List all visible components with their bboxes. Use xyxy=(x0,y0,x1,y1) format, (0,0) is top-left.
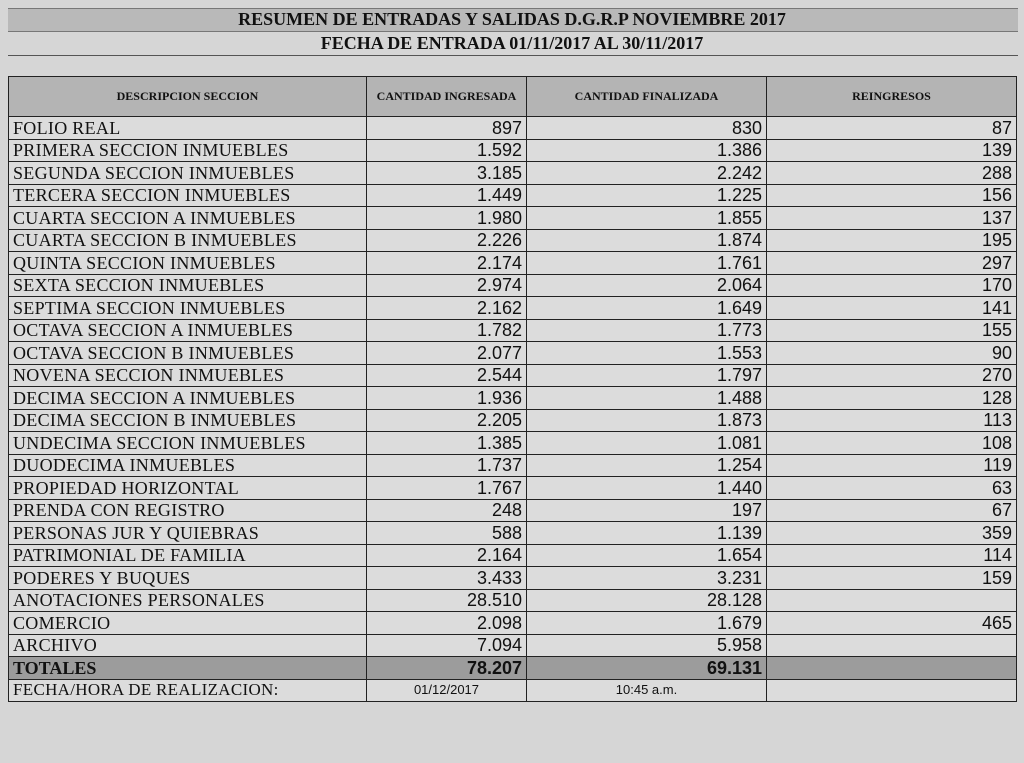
row-cantidad-ingresada: 1.980 xyxy=(367,207,527,230)
row-cantidad-ingresada: 2.162 xyxy=(367,297,527,320)
row-reingresos: 67 xyxy=(767,499,1017,522)
row-cantidad-finalizada: 1.855 xyxy=(527,207,767,230)
row-description: ANOTACIONES PERSONALES xyxy=(9,589,367,612)
row-cantidad-ingresada: 897 xyxy=(367,117,527,140)
totals-label: TOTALES xyxy=(9,657,367,680)
row-reingresos xyxy=(767,634,1017,657)
row-cantidad-finalizada: 1.773 xyxy=(527,319,767,342)
row-reingresos: 359 xyxy=(767,522,1017,545)
row-reingresos: 288 xyxy=(767,162,1017,185)
row-cantidad-finalizada: 5.958 xyxy=(527,634,767,657)
totals-ingresada: 78.207 xyxy=(367,657,527,680)
footer-hora: 10:45 a.m. xyxy=(527,679,767,702)
table-row xyxy=(9,364,1017,387)
row-cantidad-finalizada: 1.488 xyxy=(527,387,767,410)
report-title: RESUMEN DE ENTRADAS Y SALIDAS D.G.R.P NOVIEMBRE 2017 xyxy=(238,9,786,29)
report-subtitle: FECHA DE ENTRADA 01/11/2017 AL 30/11/2017 xyxy=(320,33,704,53)
table-header-row xyxy=(9,77,1017,117)
divider xyxy=(8,55,1018,56)
row-reingresos: 119 xyxy=(767,454,1017,477)
row-cantidad-ingresada: 2.544 xyxy=(367,364,527,387)
row-cantidad-finalizada: 1.654 xyxy=(527,544,767,567)
row-reingresos: 465 xyxy=(767,612,1017,635)
totals-row xyxy=(9,657,1017,680)
table-row xyxy=(9,139,1017,162)
row-description: PRENDA CON REGISTRO xyxy=(9,499,367,522)
row-description: PATRIMONIAL DE FAMILIA xyxy=(9,544,367,567)
summary-table xyxy=(8,76,1017,702)
table-row xyxy=(9,229,1017,252)
row-description: UNDECIMA SECCION INMUEBLES xyxy=(9,432,367,455)
row-cantidad-ingresada: 7.094 xyxy=(367,634,527,657)
row-reingresos: 87 xyxy=(767,117,1017,140)
row-cantidad-ingresada: 2.164 xyxy=(367,544,527,567)
table-row xyxy=(9,567,1017,590)
table-row xyxy=(9,634,1017,657)
row-reingresos: 63 xyxy=(767,477,1017,500)
row-description: ARCHIVO xyxy=(9,634,367,657)
row-description: DUODECIMA INMUEBLES xyxy=(9,454,367,477)
table-row xyxy=(9,477,1017,500)
row-cantidad-finalizada: 28.128 xyxy=(527,589,767,612)
row-cantidad-finalizada: 1.225 xyxy=(527,184,767,207)
table-row xyxy=(9,454,1017,477)
row-cantidad-ingresada: 1.767 xyxy=(367,477,527,500)
column-header-finalizada: CANTIDAD FINALIZADA xyxy=(527,77,767,117)
table-row xyxy=(9,297,1017,320)
row-cantidad-ingresada: 1.782 xyxy=(367,319,527,342)
row-cantidad-finalizada: 2.064 xyxy=(527,274,767,297)
table-row xyxy=(9,544,1017,567)
row-description: COMERCIO xyxy=(9,612,367,635)
row-cantidad-ingresada: 2.226 xyxy=(367,229,527,252)
row-description: PERSONAS JUR Y QUIEBRAS xyxy=(9,522,367,545)
table-row xyxy=(9,207,1017,230)
row-cantidad-ingresada: 28.510 xyxy=(367,589,527,612)
table-row xyxy=(9,499,1017,522)
table-row xyxy=(9,522,1017,545)
row-reingresos: 170 xyxy=(767,274,1017,297)
table-row xyxy=(9,432,1017,455)
row-cantidad-ingresada: 2.098 xyxy=(367,612,527,635)
row-reingresos: 137 xyxy=(767,207,1017,230)
row-reingresos: 159 xyxy=(767,567,1017,590)
row-cantidad-finalizada: 1.873 xyxy=(527,409,767,432)
footer-empty xyxy=(767,679,1017,702)
row-description: DECIMA SECCION B INMUEBLES xyxy=(9,409,367,432)
table-body xyxy=(9,117,1017,657)
row-cantidad-ingresada: 3.433 xyxy=(367,567,527,590)
row-cantidad-finalizada: 3.231 xyxy=(527,567,767,590)
row-reingresos: 90 xyxy=(767,342,1017,365)
row-description: SEGUNDA SECCION INMUEBLES xyxy=(9,162,367,185)
row-description: PROPIEDAD HORIZONTAL xyxy=(9,477,367,500)
row-reingresos: 108 xyxy=(767,432,1017,455)
footer-label: FECHA/HORA DE REALIZACION: xyxy=(9,679,367,702)
row-reingresos: 141 xyxy=(767,297,1017,320)
row-description: OCTAVA SECCION B INMUEBLES xyxy=(9,342,367,365)
row-description: CUARTA SECCION A INMUEBLES xyxy=(9,207,367,230)
row-description: DECIMA SECCION A INMUEBLES xyxy=(9,387,367,410)
row-description: QUINTA SECCION INMUEBLES xyxy=(9,252,367,275)
row-reingresos: 155 xyxy=(767,319,1017,342)
table-row xyxy=(9,409,1017,432)
table-row xyxy=(9,274,1017,297)
row-description: NOVENA SECCION INMUEBLES xyxy=(9,364,367,387)
row-description: SEPTIMA SECCION INMUEBLES xyxy=(9,297,367,320)
row-reingresos: 156 xyxy=(767,184,1017,207)
row-cantidad-ingresada: 1.449 xyxy=(367,184,527,207)
row-reingresos xyxy=(767,589,1017,612)
row-description: PODERES Y BUQUES xyxy=(9,567,367,590)
row-cantidad-finalizada: 1.649 xyxy=(527,297,767,320)
row-cantidad-ingresada: 2.174 xyxy=(367,252,527,275)
row-reingresos: 139 xyxy=(767,139,1017,162)
row-cantidad-ingresada: 1.737 xyxy=(367,454,527,477)
row-cantidad-finalizada: 2.242 xyxy=(527,162,767,185)
row-cantidad-finalizada: 830 xyxy=(527,117,767,140)
row-cantidad-finalizada: 1.553 xyxy=(527,342,767,365)
row-reingresos: 195 xyxy=(767,229,1017,252)
row-cantidad-finalizada: 1.440 xyxy=(527,477,767,500)
row-description: PRIMERA SECCION INMUEBLES xyxy=(9,139,367,162)
table-row xyxy=(9,387,1017,410)
row-cantidad-finalizada: 1.761 xyxy=(527,252,767,275)
table-row xyxy=(9,162,1017,185)
table-row xyxy=(9,612,1017,635)
row-description: OCTAVA SECCION A INMUEBLES xyxy=(9,319,367,342)
footer-fecha: 01/12/2017 xyxy=(367,679,527,702)
row-cantidad-finalizada: 1.679 xyxy=(527,612,767,635)
row-cantidad-finalizada: 1.386 xyxy=(527,139,767,162)
totals-reingresos xyxy=(767,657,1017,680)
table-row xyxy=(9,252,1017,275)
row-cantidad-finalizada: 1.254 xyxy=(527,454,767,477)
row-reingresos: 113 xyxy=(767,409,1017,432)
row-cantidad-ingresada: 2.077 xyxy=(367,342,527,365)
row-cantidad-ingresada: 2.205 xyxy=(367,409,527,432)
row-cantidad-ingresada: 248 xyxy=(367,499,527,522)
row-cantidad-ingresada: 3.185 xyxy=(367,162,527,185)
column-header-ingresada: CANTIDAD INGRESADA xyxy=(367,77,527,117)
table-row xyxy=(9,589,1017,612)
row-cantidad-finalizada: 1.139 xyxy=(527,522,767,545)
row-cantidad-finalizada: 197 xyxy=(527,499,767,522)
row-cantidad-finalizada: 1.874 xyxy=(527,229,767,252)
row-cantidad-finalizada: 1.797 xyxy=(527,364,767,387)
column-header-descripcion: DESCRIPCION SECCION xyxy=(9,77,367,117)
row-reingresos: 114 xyxy=(767,544,1017,567)
row-cantidad-finalizada: 1.081 xyxy=(527,432,767,455)
table-row xyxy=(9,117,1017,140)
footer-row xyxy=(9,679,1017,702)
row-reingresos: 270 xyxy=(767,364,1017,387)
row-description: SEXTA SECCION INMUEBLES xyxy=(9,274,367,297)
row-cantidad-ingresada: 1.385 xyxy=(367,432,527,455)
row-cantidad-ingresada: 1.936 xyxy=(367,387,527,410)
row-cantidad-ingresada: 1.592 xyxy=(367,139,527,162)
row-description: FOLIO REAL xyxy=(9,117,367,140)
table-row xyxy=(9,342,1017,365)
table-row xyxy=(9,319,1017,342)
totals-finalizada: 69.131 xyxy=(527,657,767,680)
row-description: TERCERA SECCION INMUEBLES xyxy=(9,184,367,207)
column-header-reingresos: REINGRESOS xyxy=(767,77,1017,117)
row-cantidad-ingresada: 588 xyxy=(367,522,527,545)
row-cantidad-ingresada: 2.974 xyxy=(367,274,527,297)
row-reingresos: 128 xyxy=(767,387,1017,410)
row-description: CUARTA SECCION B INMUEBLES xyxy=(9,229,367,252)
table-row xyxy=(9,184,1017,207)
row-reingresos: 297 xyxy=(767,252,1017,275)
